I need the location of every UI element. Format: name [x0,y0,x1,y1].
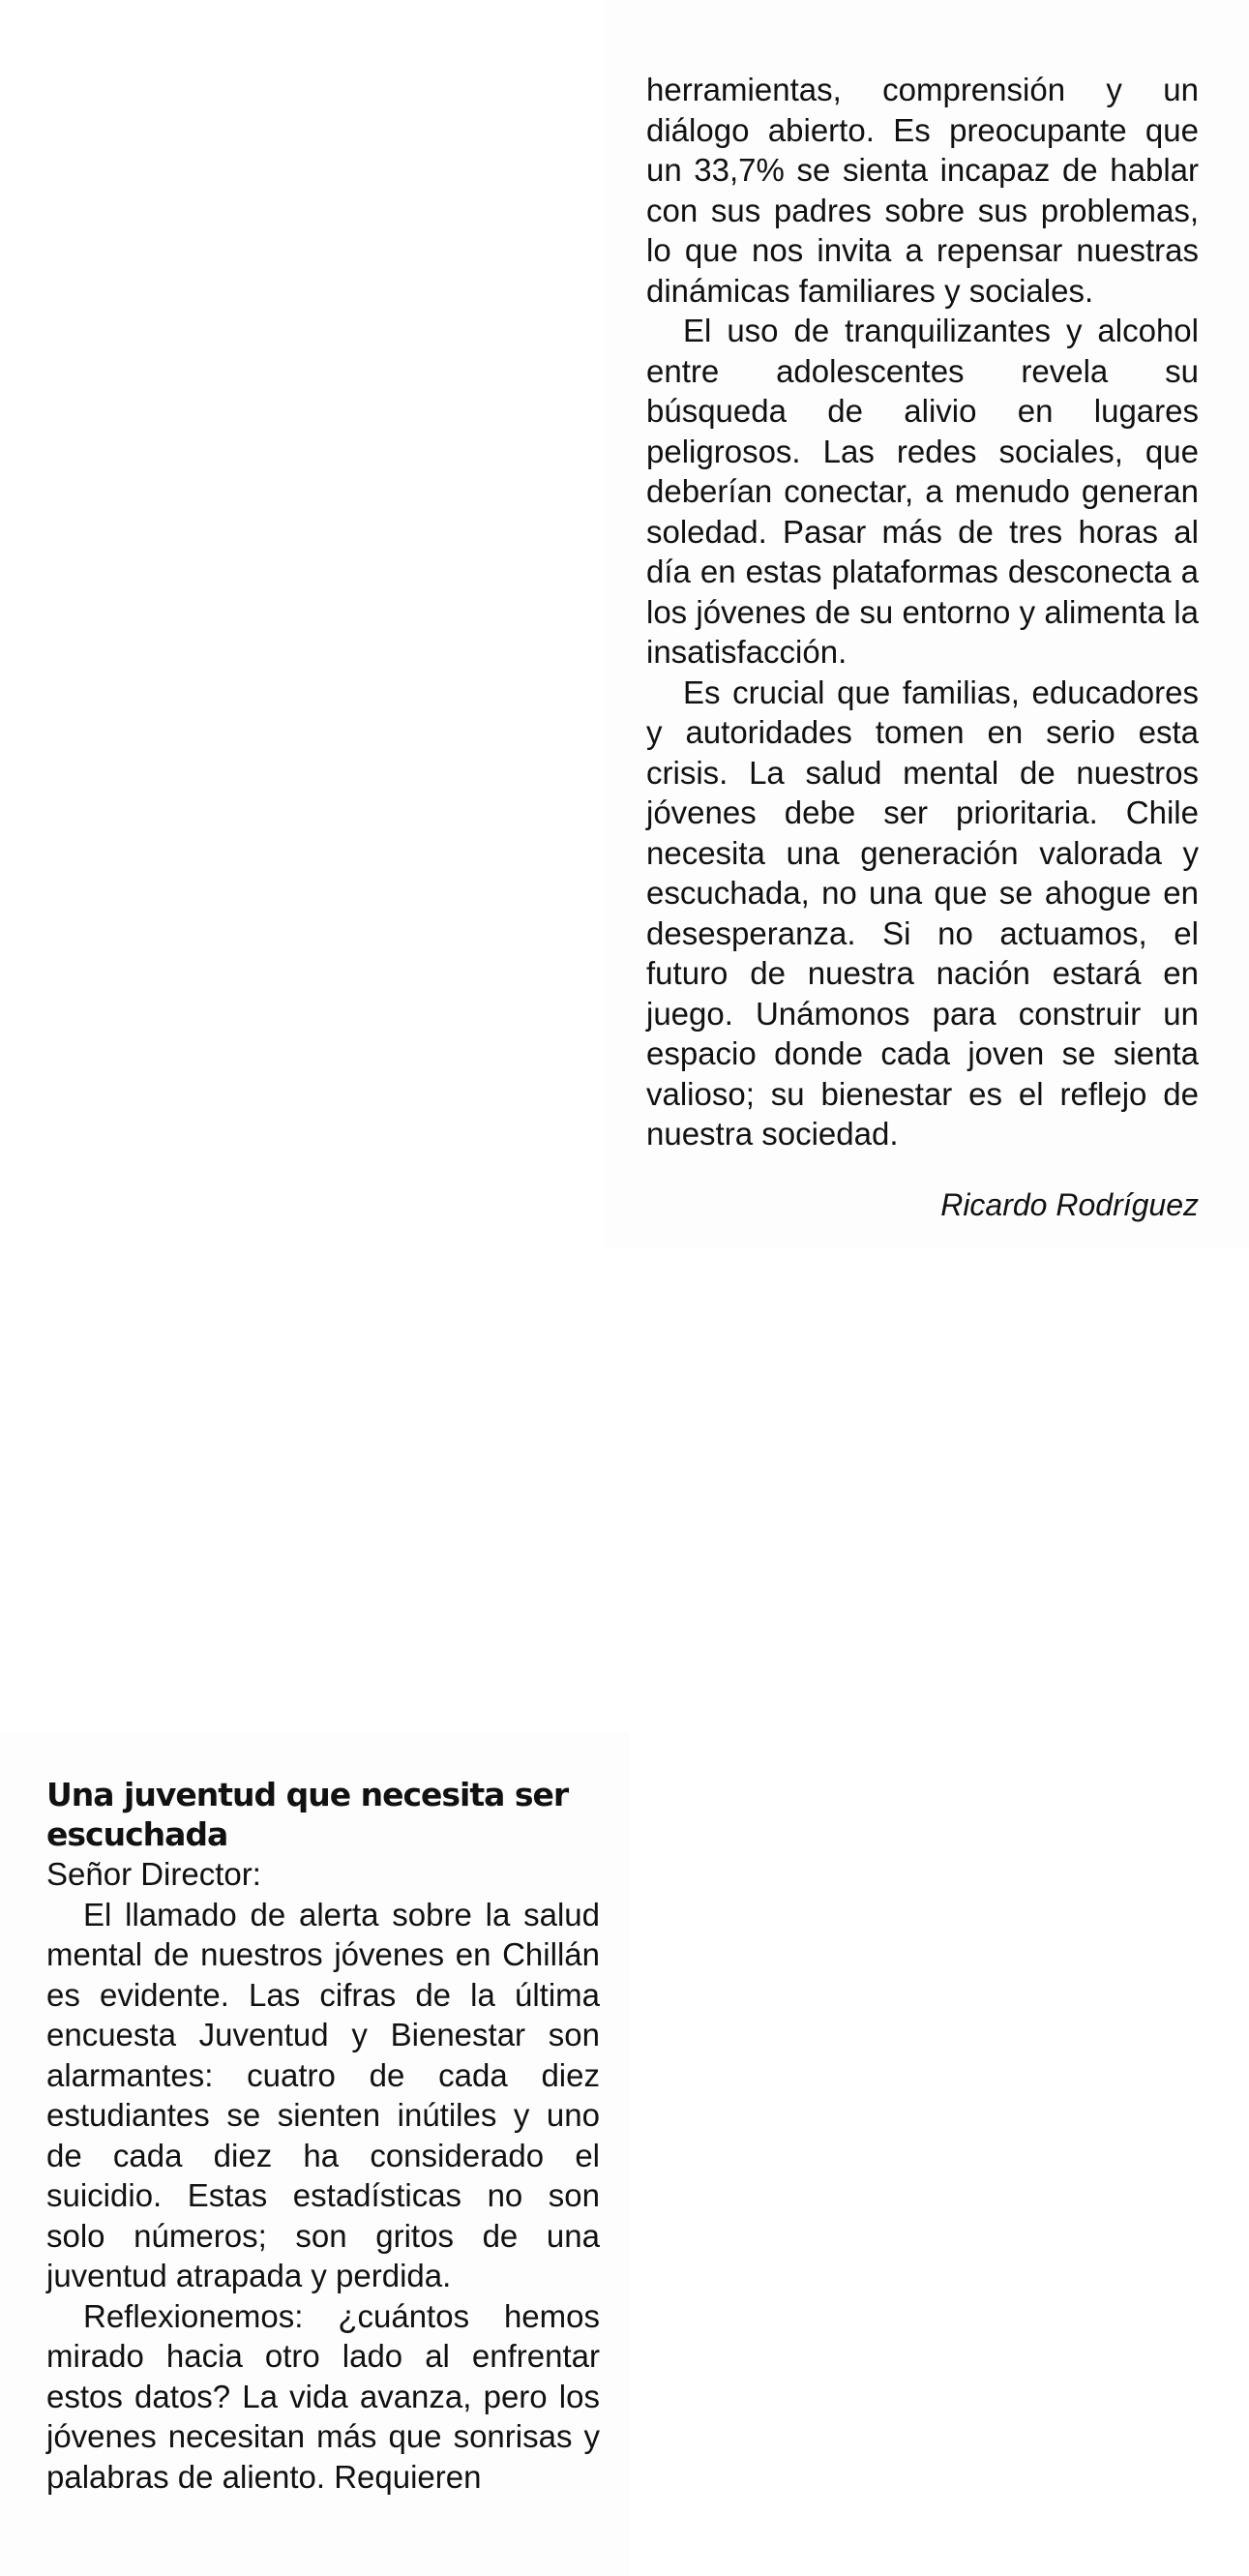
letter-start-column [0,1732,629,2576]
paragraph: El llamado de alerta sobre la salud mental de nuestros jóvenes en Chillán es evidente. Las cifras de la última encuesta Juventud y Bienestar son alarmantes: cuatro de cada diez estudiantes se sienten inútiles y uno de cada diez ha considerado el suicidio. Estas estadísticas no son solo números; son gritos de una juventud atrapada y perdida. [46,1896,600,2293]
letter-body [46,1895,600,2498]
letter-body [646,70,1199,1154]
paragraph: Reflexionemos: ¿cuántos hemos mirado hacia otro lado al enfrentar estos datos? La vida avanza, pero los jóvenes necesitan más que sonrisas y palabras de aliento. Requieren [46,2297,600,2495]
letter-greeting: Señor Director: [46,1856,261,1892]
paragraph: El uso de tranquilizantes y alcohol entre adolescentes revela su búsqueda de alivio en lugares peligrosos. Las redes sociales, que deberían conectar, a menudo generan soledad. Pasar más de tres horas al día en estas plataformas desconecta a los jóvenes de su entorno y alimenta la insatisfacción. [646,313,1199,670]
author-signature: Ricardo Rodríguez [940,1186,1199,1222]
paragraph: herramientas, comprensión y un diálogo abierto. Es preocupante que un 33,7% se sienta incapaz de hablar con sus padres sobre sus problemas, lo que nos invita a repensar nuestras dinámicas familiares y sociales. [646,72,1199,309]
paragraph: Es crucial que familias, educadores y autoridades tomen en serio esta crisis. La salud mental de nuestros jóvenes debe ser prioritaria. Chile necesita una generación valorada y escuchada, no una que se ahogue en desesperanza. Si no actuamos, el futuro de nuestra nación estará en juego. Unámonos para construir un espacio donde cada joven se sienta valioso; su bienestar es el reflejo de nuestra sociedad. [646,674,1199,1152]
letter-headline: Una juventud que necesita ser escuchada [46,1776,569,1853]
letter-continuation-column [605,0,1249,1248]
